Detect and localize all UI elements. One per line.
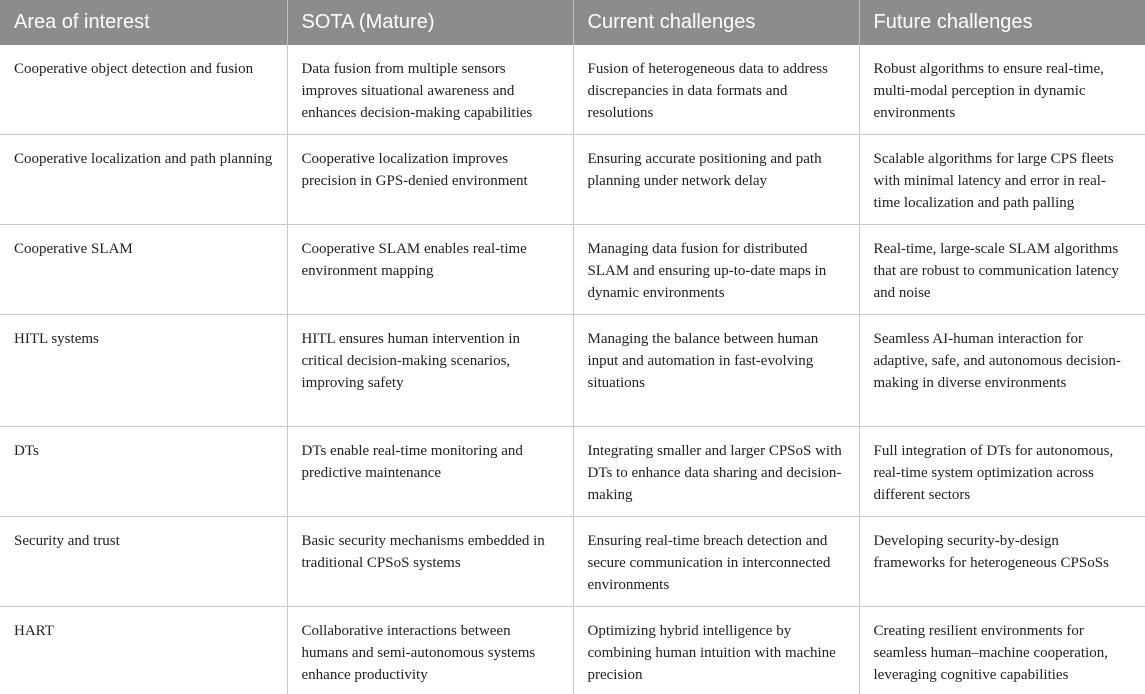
table-row <box>0 607 1145 694</box>
header-area-of-interest: Area of interest <box>0 0 287 45</box>
cell-sota: Cooperative localization improves precision in GPS-denied environment <box>287 135 573 225</box>
cell-future: Full integration of DTs for autonomous, real-time system optimization across different sectors <box>859 427 1145 517</box>
table-body <box>0 45 1145 694</box>
cell-current: Optimizing hybrid intelligence by combining human intuition with machine precision <box>573 607 859 694</box>
cell-area: Cooperative object detection and fusion <box>0 45 287 135</box>
cell-current: Ensuring accurate positioning and path planning under network delay <box>573 135 859 225</box>
cell-area: Cooperative localization and path planning <box>0 135 287 225</box>
cell-current: Ensuring real-time breach detection and secure communication in interconnected environments <box>573 517 859 607</box>
cell-future: Creating resilient environments for seamless human–machine cooperation, leveraging cognitive capabilities <box>873 623 1109 683</box>
cell-future: Robust algorithms to ensure real-time, multi-modal perception in dynamic environments <box>859 45 1145 135</box>
cell-sota: Basic security mechanisms embedded in traditional CPSoS systems <box>287 517 573 607</box>
cell-sota: Collaborative interactions between humans and semi-autonomous systems enhance productivity <box>287 607 573 694</box>
table-row <box>0 135 1145 225</box>
header-future-challenges: Future challenges <box>859 0 1145 45</box>
cell-future: Scalable algorithms for large CPS fleets with minimal latency and error in real-time localization and path palling <box>859 135 1145 225</box>
cell-area: HART <box>0 607 287 694</box>
cell-sota: DTs enable real-time monitoring and predictive maintenance <box>287 427 573 517</box>
cell-area: HITL systems <box>0 315 287 427</box>
header-current-challenges: Current challenges <box>573 0 859 45</box>
cell-sota: Cooperative SLAM enables real-time environment mapping <box>287 225 573 315</box>
cell-area: DTs <box>0 427 287 517</box>
cell-area: Security and trust <box>0 517 287 607</box>
cell-current: Fusion of heterogeneous data to address discrepancies in data formats and resolutions <box>573 45 859 135</box>
table-row <box>0 315 1145 427</box>
table-header <box>0 0 1145 45</box>
table-row <box>0 427 1145 517</box>
header-row <box>0 0 1145 45</box>
cell-current: Integrating smaller and larger CPSoS with DTs to enhance data sharing and decision-making <box>573 427 859 517</box>
cell-sota: HITL ensures human intervention in critical decision-making scenarios, improving safety <box>287 315 573 427</box>
cell-sota: Data fusion from multiple sensors improves situational awareness and enhances decision-making capabilities <box>287 45 573 135</box>
cell-current: Managing the balance between human input and automation in fast-evolving situations <box>573 315 859 427</box>
cell-future: Developing security-by-design frameworks for heterogeneous CPSoSs <box>859 517 1145 607</box>
cell-future: Real-time, large-scale SLAM algorithms that are robust to communication latency and noise <box>859 225 1145 315</box>
table-row <box>0 45 1145 135</box>
cell-area: Cooperative SLAM <box>0 225 287 315</box>
cell-future: Seamless AI-human interaction for adaptive, safe, and autonomous decision-making in diverse environments <box>859 315 1145 427</box>
table-row <box>0 225 1145 315</box>
header-sota: SOTA (Mature) <box>287 0 573 45</box>
table-row <box>0 517 1145 607</box>
cell-current: Managing data fusion for distributed SLAM and ensuring up-to-date maps in dynamic environments <box>573 225 859 315</box>
